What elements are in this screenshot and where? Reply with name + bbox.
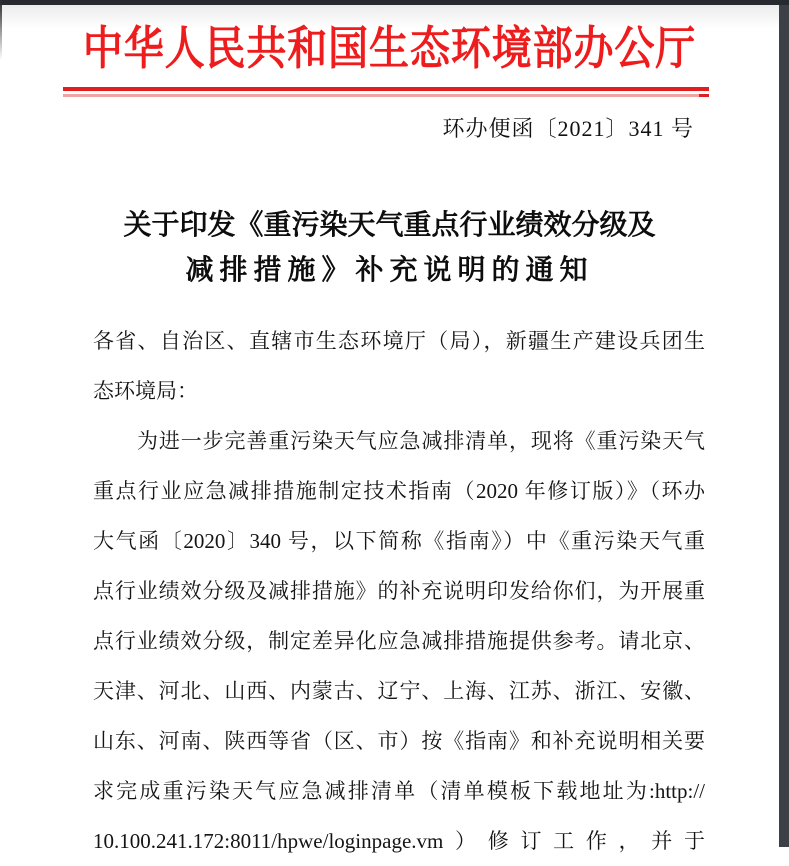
body-line: 求完成重污染天气应急减排清单（清单模板下载地址为:http://: [93, 779, 705, 803]
viewer-left-edge: [0, 0, 2, 60]
letterhead-agency-name: [0, 12, 779, 78]
document-title-line2: 减排措施》补充说明的通知: [185, 255, 594, 286]
letterhead-double-rule: [63, 87, 709, 97]
body-line: 点行业绩效分级，制定差异化应急减排措施提供参考。请北京、: [93, 629, 705, 653]
viewer-right-edge: [779, 0, 789, 847]
letterhead-agency-text: 中华人民共和国生态环境部办公厅: [82, 23, 697, 74]
document-body: [93, 316, 705, 866]
document-title-line1: 关于印发《重污染天气重点行业绩效分级及: [123, 210, 656, 241]
viewer-top-edge: [0, 0, 789, 5]
body-line: 山东、河南、陕西等省（区、市）按《指南》和补充说明相关要: [93, 729, 705, 753]
body-line: 各省、自治区、直辖市生态环境厅（局），新疆生产建设兵团生: [93, 329, 705, 353]
rule-endcap: [699, 94, 709, 97]
body-line: 点行业绩效分级及减排措施》的补充说明印发给你们，为开展重: [93, 579, 705, 603]
body-line: 态环境局：: [93, 379, 198, 403]
body-line: 10.100.241.172:8011/hpwe/loginpage.vm）修订工作，并于: [93, 829, 705, 853]
body-line: 为进一步完善重污染天气应急减排清单，现将《重污染天气: [137, 429, 705, 453]
document-number: 环办便函〔2021〕341 号: [442, 116, 694, 141]
rule-bottom-line: [63, 94, 709, 97]
body-line: 重点行业应急减排措施制定技术指南（2020 年修订版）》（环办: [93, 479, 705, 503]
body-line: 天津、河北、山西、内蒙古、辽宁、上海、江苏、浙江、安徽、: [93, 679, 705, 703]
body-line: 大气函〔2020〕340 号，以下简称《指南》）中《重污染天气重: [93, 529, 705, 553]
document-title: [0, 203, 779, 293]
